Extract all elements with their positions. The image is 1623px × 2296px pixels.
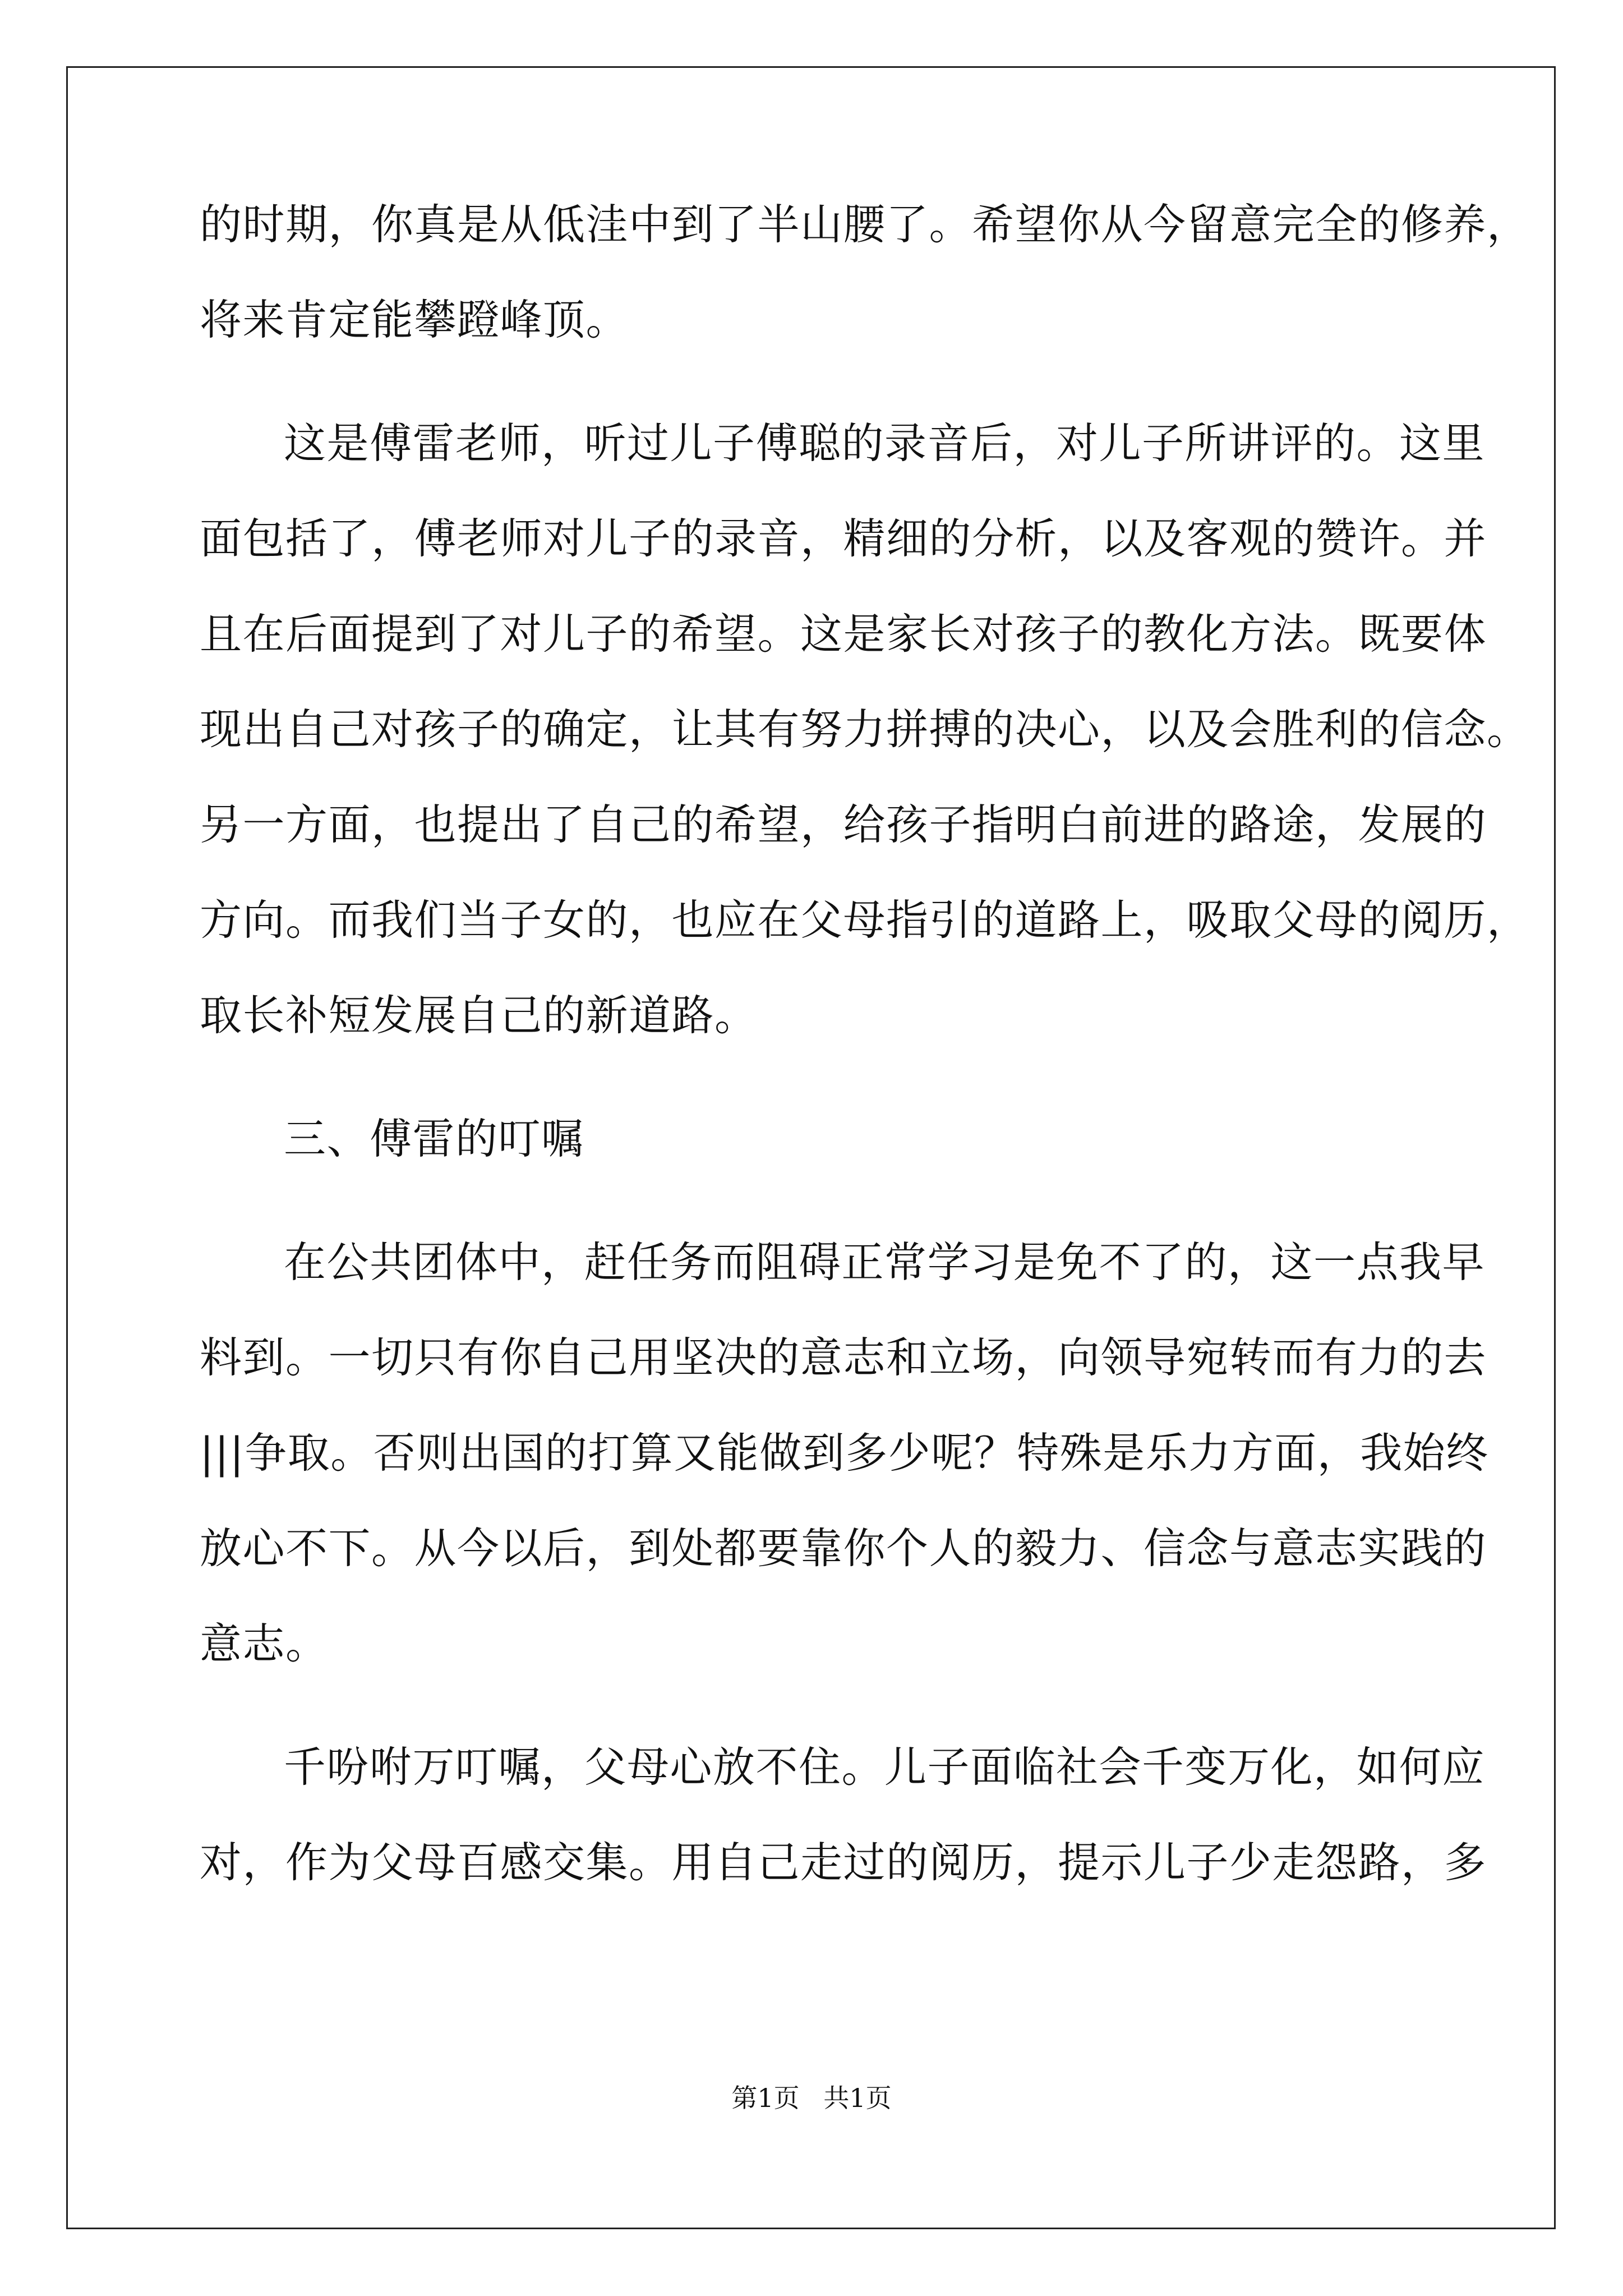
text-line: 且在后面提到了对儿子的希望。这是家长对孩子的教化方法。既要体 [200, 609, 1487, 659]
page-total: 共1页 [823, 2083, 892, 2113]
page-footer [0, 2081, 1623, 2115]
section-heading: 三、傅雷的叮嘱 [284, 1114, 584, 1163]
text-line: 料到。一切只有你自己用坚决的意志和立场，向领导宛转而有力的去 [200, 1333, 1487, 1382]
text-line: 面包括了，傅老师对儿子的录音，精细的分析，以及客观的赞许。并 [200, 514, 1487, 563]
page-number: 第1页 [731, 2083, 800, 2113]
text-line: 将来肯定能攀蹬峰顶。 [200, 295, 629, 344]
text-line: 的时期，你真是从低洼中到了半山腰了。希望你从今留意完全的修养， [200, 200, 1530, 249]
text-line: 千吩咐万叮嘱，父母心放不住。儿子面临社会千变万化，如何应 [284, 1742, 1486, 1792]
text-line: |||争取。否则出国的打算又能做到多少呢？特殊是乐力方面，我始终 [200, 1428, 1489, 1478]
text-line: 对，作为父母百感交集。用自己走过的阅历，提示儿子少走怨路，多 [200, 1838, 1487, 1887]
text-line: 方向。而我们当子女的，也应在父母指引的道路上，吸取父母的阅历， [200, 895, 1530, 945]
text-line: 在公共团体中，赶任务而阻碍正常学习是免不了的，这一点我早 [284, 1237, 1486, 1287]
text-line: 放心不下。从今以后，到处都要靠你个人的毅力、信念与意志实践的 [200, 1524, 1487, 1573]
text-line: 这是傅雷老师，听过儿子傅聪的录音后，对儿子所讲评的。这里 [284, 418, 1486, 468]
text-line: 另一方面，也提出了自己的希望，给孩子指明白前进的路途，发展的 [200, 800, 1487, 849]
text-line: 取长补短发展自己的新道路。 [200, 991, 758, 1040]
text-line: 意志。 [200, 1619, 329, 1668]
text-line: 现出自己对孩子的确定，让其有努力拼搏的决心，以及会胜利的信念。 [200, 705, 1530, 754]
